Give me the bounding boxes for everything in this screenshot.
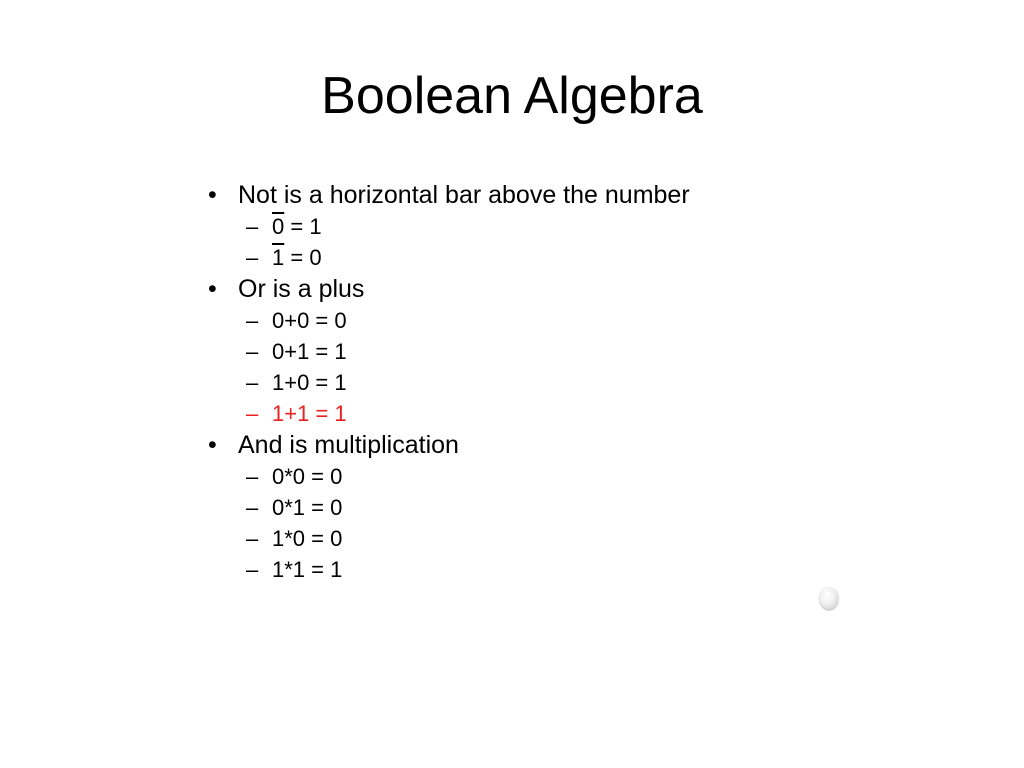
sub-dash: – bbox=[246, 370, 259, 395]
slide-title: Boolean Algebra bbox=[321, 67, 703, 125]
sub-dash: – bbox=[246, 308, 259, 333]
sub-dash: – bbox=[246, 464, 259, 489]
sub-item bbox=[208, 211, 828, 242]
mouse-pointer-icon bbox=[820, 587, 838, 609]
bullet-dot: • bbox=[208, 275, 217, 303]
sub-dash: – bbox=[246, 214, 259, 239]
bullet-dot: • bbox=[208, 431, 217, 459]
negated-operand: 1 bbox=[272, 245, 285, 270]
sub-text: 1+0 = 1 bbox=[272, 370, 347, 395]
sub-text: 0*1 = 0 bbox=[272, 495, 343, 520]
sub-item bbox=[208, 336, 828, 367]
expression-result: = 1 bbox=[284, 214, 322, 239]
bullet-dot: • bbox=[208, 181, 217, 209]
bullet-item bbox=[208, 179, 828, 211]
sub-dash: – bbox=[246, 557, 259, 582]
sub-item bbox=[208, 242, 828, 273]
sub-item bbox=[208, 523, 828, 554]
sub-dash: – bbox=[246, 526, 259, 551]
sub-item-highlighted bbox=[208, 398, 828, 429]
sub-text: 1+1 = 1 bbox=[272, 401, 347, 426]
sub-text bbox=[272, 242, 322, 273]
sub-dash: – bbox=[246, 401, 259, 426]
sub-dash: – bbox=[246, 245, 259, 270]
sub-dash: – bbox=[246, 339, 259, 364]
bullet-item bbox=[208, 273, 828, 305]
sub-text: 1*1 = 1 bbox=[272, 557, 343, 582]
bullet-text: Or is a plus bbox=[238, 275, 365, 303]
bullet-text: And is multiplication bbox=[238, 431, 459, 459]
expression-result: = 0 bbox=[284, 245, 322, 270]
sub-text: 0+1 = 1 bbox=[272, 339, 347, 364]
sub-text: 1*0 = 0 bbox=[272, 526, 343, 551]
bullet-text: Not is a horizontal bar above the number bbox=[238, 181, 690, 209]
sub-text: 0*0 = 0 bbox=[272, 464, 343, 489]
sub-item bbox=[208, 305, 828, 336]
bullet-item bbox=[208, 429, 828, 461]
sub-item bbox=[208, 367, 828, 398]
sub-text bbox=[272, 211, 322, 242]
sub-item bbox=[208, 554, 828, 585]
sub-dash: – bbox=[246, 495, 259, 520]
sub-item bbox=[208, 461, 828, 492]
sub-item bbox=[208, 492, 828, 523]
sub-text: 0+0 = 0 bbox=[272, 308, 347, 333]
negated-operand: 0 bbox=[272, 214, 285, 239]
slide-content bbox=[208, 179, 828, 585]
